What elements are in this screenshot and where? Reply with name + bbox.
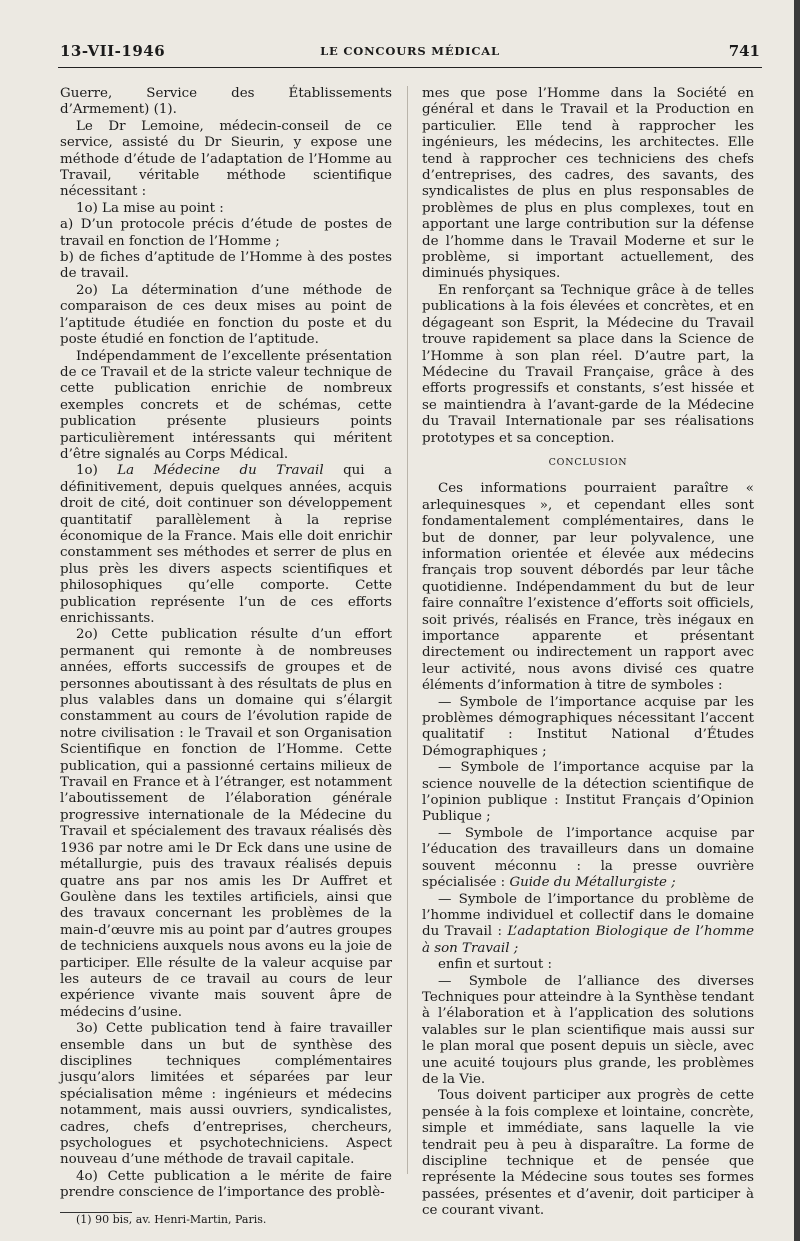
- list-item: — Symbole de l’importance acquise par les problèmes démographiques nécessitant l’accent qualitatif : Institut National d’Études Démographiques ;: [422, 694, 754, 759]
- paragraph: [60, 463, 392, 627]
- running-header: [60, 42, 760, 66]
- paragraph: Ces informations pourraient paraître « arlequinesques », et cependant elles sont fondamentalement complémentaires, dans le but de donner, par leur polyvalence, une information orientée et élevée aux médecins français trop souvent débordés par leur tâche quotidienne. Indépendamment du but de leur faire connaître l’existence d’efforts soit officiels, soit privés, réalisés en France, très inégaux en importance apparente et présentant directement ou indirectement un rapport avec leur activité, nous avons divisé ces quatre éléments d’information à titre de symboles :: [422, 481, 754, 694]
- paragraph: enfin et surtout :: [438, 957, 553, 973]
- paragraph: Le Dr Lemoine, médecin-conseil de ce service, assisté du Dr Sieurin, y expose une méthode d’étude de l’adaptation de l’Homme au Travail, véritable méthode scientifique nécessitant :: [60, 118, 392, 200]
- paragraph-text: qui a définitivement, depuis quelques années, acquis droit de cité, doit continuer son développement quantitatif parallèlement à la reprise économique de la France. Mais elle doit enrichir constamment ses méthodes et serrer de plus en plus près les divers aspects scientifiques et philosophiques qu’elle comporte. Cette publication représente l’un de ces efforts enrichissants.: [60, 463, 392, 626]
- footnote: (1) 90 bis, av. Henri-Martin, Paris.: [76, 1212, 267, 1226]
- paragraph: 2o) La détermination d’une méthode de comparaison de ces deux mises au point de l’aptitude étudiée en fonction du poste et du poste étudié en fonction de l’aptitude.: [60, 282, 392, 348]
- left-column: [60, 86, 392, 1226]
- paragraph: 4o) Cette publication a le mérite de faire prendre conscience de l’importance des problè-: [60, 1168, 392, 1201]
- italic-title: L’adaptation Biologique de l’homme à son Travail ;: [422, 924, 754, 956]
- list-item: — Symbole de l’alliance des diverses Techniques pour atteindre à la Synthèse tendant à l’élaboration et à l’application des solutions valables sur le plan scientifique mais aussi sur le plan moral que posent depuis un siècle, avec une acuité toujours plus grande, les problèmes de la Vie.: [422, 973, 754, 1087]
- paragraph: a) D’un protocole précis d’étude de postes de travail en fonction de l’Homme ;: [60, 217, 392, 249]
- page-number: 741: [728, 42, 760, 60]
- paragraph: b) de fiches d’aptitude de l’Homme à des postes de travail.: [60, 250, 392, 282]
- paragraph: 2o) Cette publication résulte d’un effort permanent qui remonte à de nombreuses années, efforts successifs de groupes et de personnes aboutissant à des résultats de plus en plus valables dans un domaine qui s’élargit constamment au cours de l’évolution rapide de notre civilisation : le Travail et son Organisation Scientifique en fonction de l’Homme. Cette publication, qui a passionné certains milieux de Travail en France et à l’étranger, est notamment l’aboutissement de l’élaboration générale progressive internationale de la Médecine du Travail et spécialement des travaux réalisés dès 1936 par notre ami le Dr Eck dans une usine de métallurgie, puis des travaux réalisés depuis quatre ans par nos amis les Dr Auffret et Goulène dans les textiles artificiels, ainsi que des travaux concernant les problèmes de la main-d’œuvre mis au point par d’autres groupes de techniciens auxquels nous avons eu la joie de participer. Elle résulte de la valeur acquise par les auteurs de ce travail au cours de leur expérience vivante mais souvent âpre de médecins d’usine.: [60, 627, 392, 1020]
- paragraph: Tous doivent participer aux progrès de cette pensée à la fois complexe et lointaine, concrète, simple et immédiate, sans laquelle la vie tendrait peu à peu à disparaître. La forme de discipline technique et de pensée que représente la Médecine sous toutes ses formes passées, présentes et d’avenir, doit participer à ce courant vivant.: [422, 1088, 754, 1219]
- list-item: [422, 892, 754, 958]
- section-heading: CONCLUSION: [548, 456, 628, 468]
- paragraph: 1o) La mise au point :: [76, 200, 224, 216]
- list-item: [422, 826, 754, 892]
- item-number: 1o): [76, 463, 118, 479]
- paragraph: 3o) Cette publication tend à faire travailler ensemble dans un but de synthèse des disciplines techniques complémentaires jusqu’alors limitées et séparées par leur spécialisation même : ingénieurs et médecins notamment, mais aussi ouvriers, syndicalistes, cadres, chefs d’entreprises, chercheurs, psychologues et psychotechniciens. Aspect nouveau d’une méthode de travail capitale.: [60, 1021, 392, 1168]
- paragraph-text: — Symbole de l’importance acquise par l’éducation des travailleurs dans un domaine souvent méconnu : la presse ouvrière spécialisée :: [422, 825, 754, 891]
- header-rule: [58, 67, 762, 68]
- list-item: — Symbole de l’importance acquise par la science nouvelle de la détection scientifique de l’opinion publique : Institut Français d’Opinion Publique ;: [422, 760, 754, 825]
- journal-title: LE CONCOURS MÉDICAL: [320, 44, 500, 58]
- paragraph: Guerre, Service des Établissements d’Armement) (1).: [60, 86, 392, 118]
- column-divider: [407, 86, 408, 1174]
- italic-title: La Médecine du Travail: [117, 463, 324, 479]
- page-edge-shadow: [794, 0, 800, 1241]
- paragraph: En renforçant sa Technique grâce à de telles publications à la fois élevées et concrètes, et en dégageant son Esprit, la Médecine du Travail trouve rapidement sa place dans la Science de l’Homme à son plan réel. D’autre part, la Médecine du Travail Française, grâce à des efforts progressifs et constants, s’est hissée et se maintiendra à l’avant-garde de la Médecine du Travail Internationale par ses réalisations prototypes et sa conception.: [422, 282, 754, 446]
- italic-title: Guide du Métallurgiste ;: [509, 875, 676, 891]
- paragraph-text: — Symbole de l’importance du problème de l’homme individuel et collectif dans le domaine du Travail :: [422, 891, 754, 940]
- paragraph: Indépendamment de l’excellente présentation de ce Travail et de la stricte valeur technique de cette publication enrichie de nombreux exemples concrets et de schémas, cette publication présente plusieurs points particulièrement intéressants qui méritent d’être signalés au Corps Médical.: [60, 348, 392, 462]
- paragraph: mes que pose l’Homme dans la Société en général et dans le Travail et la Production en particulier. Elle tend à rapprocher les ingénieurs, les médecins, les architectes. Elle tend à rapprocher ces techniciens des chefs d’entreprises, des cadres, des savants, des syndicalistes de plus en plus responsables de problèmes de plus en plus complexes, tout en apportant une large contribution sur la défense de l’homme dans le Travail Moderne et sur le problème, si important actuellement, des diminués physiques.: [422, 86, 754, 282]
- issue-date: 13-VII-1946: [60, 42, 166, 60]
- right-column: [422, 86, 754, 1220]
